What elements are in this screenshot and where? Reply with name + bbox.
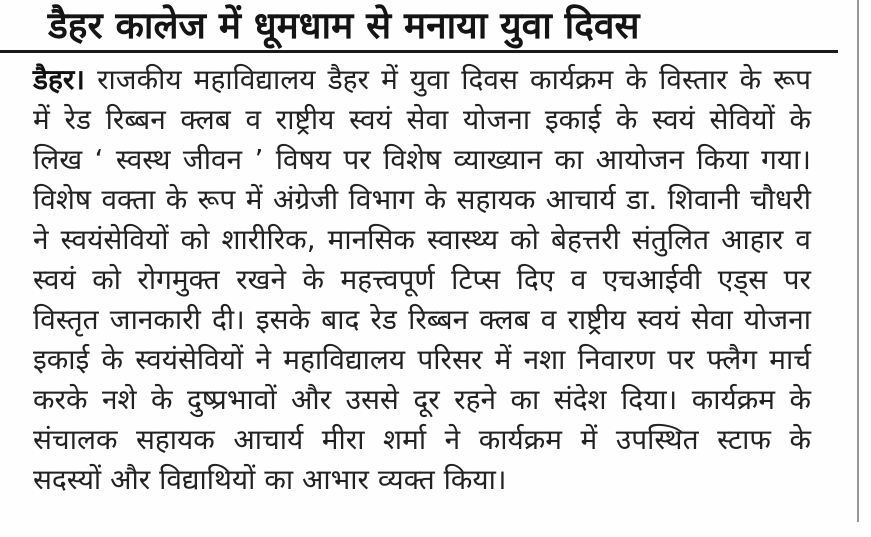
- body-line: में रेड रिब्बन क्लब व राष्ट्रीय स्वयं सेवा योजना इकाई के स्वयं सेवियों के: [33, 103, 811, 136]
- article-body: [33, 60, 811, 500]
- body-line: लिख ‘ स्वस्थ जीवन ’ विषय पर विशेष व्याख्यान का आयोजन किया गया।: [33, 143, 811, 176]
- headline-divider-rule: [0, 50, 838, 53]
- body-line: स्वयं को रोगमुक्त रखने के महत्त्वपूर्ण टिप्स दिए व एचआईवी एड्स पर: [33, 263, 811, 296]
- dateline: डैहर।: [33, 63, 85, 96]
- right-column-border: [857, 0, 859, 522]
- body-line: [33, 60, 811, 100]
- body-line-text: राजकीय महाविद्यालय डैहर में युवा दिवस कार्यक्रम के विस्तार के रूप: [97, 63, 811, 96]
- body-line: सदस्यों और विद्याथियों का आभार व्यक्त किया।: [33, 463, 507, 496]
- body-line: इकाई के स्वयंसेवियों ने महाविद्यालय परिसर में नशा निवारण पर फ्लैग मार्च: [33, 343, 811, 376]
- body-line: संचालक सहायक आचार्य मीरा शर्मा ने कार्यक्रम में उपस्थित स्टाफ के: [33, 423, 811, 456]
- body-line: विस्तृत जानकारी दी। इसके बाद रेड रिब्बन क्लब व राष्ट्रीय स्वयं सेवा योजना: [33, 303, 811, 336]
- article-headline: डैहर कालेज में धूमधाम से मनाया युवा दिवस: [48, 4, 640, 47]
- body-line: विशेष वक्ता के रूप में अंग्रेजी विभाग के सहायक आचार्य डा. शिवानी चौधरी: [33, 183, 811, 216]
- body-line: ने स्वयंसेवियों को शारीरिक, मानसिक स्वास्थ्य को बेहत्तरी संतुलित आहार व: [33, 223, 811, 256]
- body-line: करके नशे के दुष्प्रभावों और उससे दूर रहने का संदेश दिया। कार्यक्रम के: [33, 383, 811, 416]
